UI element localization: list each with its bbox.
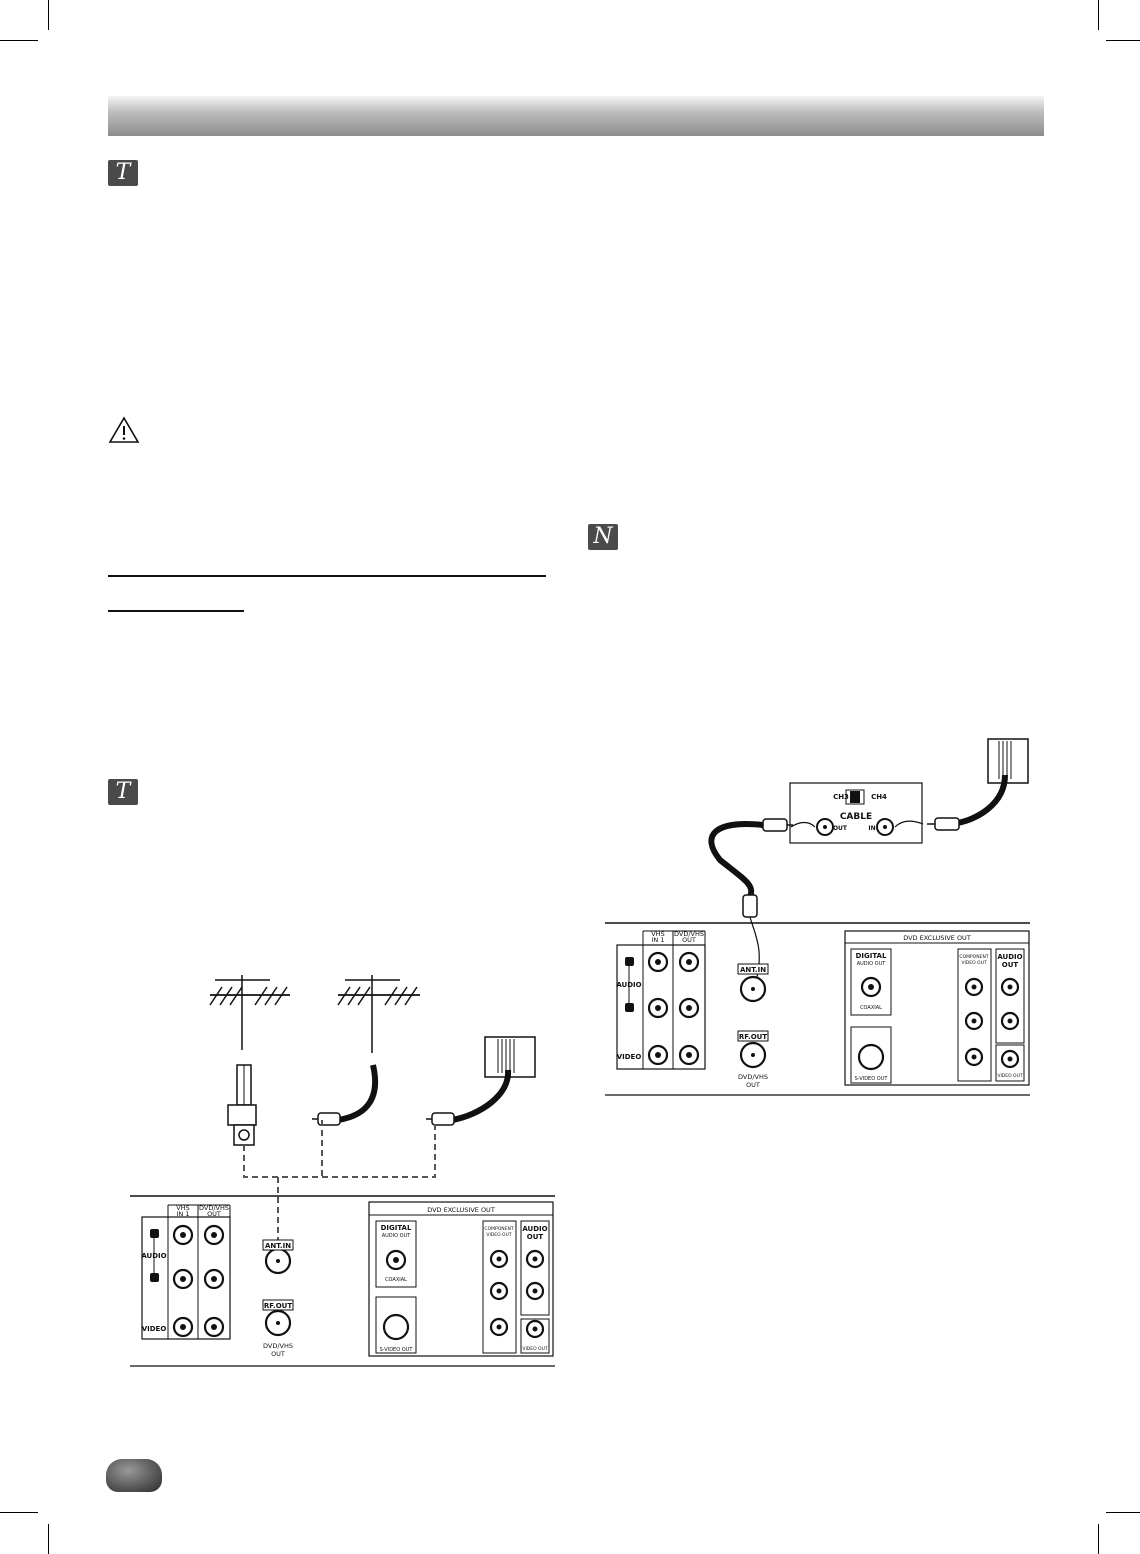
crop-mark: [48, 0, 49, 30]
svg-text:DVD EXCLUSIVE OUT: DVD EXCLUSIVE OUT: [903, 934, 971, 942]
svg-text:RF.OUT: RF.OUT: [738, 1033, 768, 1041]
note-icon: N: [588, 524, 618, 550]
svg-text:IN 1: IN 1: [651, 936, 665, 944]
svg-text:OUT: OUT: [746, 1081, 760, 1089]
label-cable: CABLE: [839, 812, 873, 822]
svg-text:COAXIAL: COAXIAL: [385, 1277, 407, 1283]
crop-mark: [48, 1524, 49, 1554]
svg-text:VIDEO: VIDEO: [616, 1053, 642, 1061]
svg-text:AUDIO OUT: AUDIO OUT: [856, 961, 886, 967]
svg-text:DVD/VHS: DVD/VHS: [738, 1073, 768, 1081]
svg-text:IN: IN: [868, 825, 876, 832]
label-dvd-exclusive-out: DVD EXCLUSIVE OUT: [427, 1206, 495, 1214]
svg-text:AUDIO: AUDIO: [997, 953, 1023, 961]
svg-text:S-VIDEO OUT: S-VIDEO OUT: [379, 1347, 413, 1353]
svg-text:OUT: OUT: [832, 825, 848, 832]
caution-icon: [108, 416, 140, 444]
svg-text:AUDIO: AUDIO: [522, 1225, 548, 1233]
crop-mark: [1106, 1512, 1140, 1513]
tip-icon: T: [108, 779, 138, 805]
svg-text:OUT: OUT: [526, 1233, 544, 1241]
uhf-antenna-icon: [338, 975, 420, 1053]
crop-mark: [0, 1512, 38, 1513]
svg-text:ANT.IN: ANT.IN: [739, 966, 767, 974]
page-number-tab: [106, 1459, 162, 1492]
vhf-antenna-icon: [210, 975, 290, 1050]
label-ch4: CH4: [871, 793, 887, 801]
label-ch3: CH3: [833, 793, 849, 801]
svg-text:VIDEO OUT: VIDEO OUT: [961, 961, 987, 966]
coax-plug-icon: [763, 819, 793, 831]
svg-text:COMPONENT: COMPONENT: [484, 1227, 514, 1232]
svg-text:DVD/VHS: DVD/VHS: [674, 930, 704, 938]
label-dvdvhs-out: DVD/VHS: [199, 1204, 229, 1212]
wall-outlet-icon: [988, 739, 1028, 783]
label-rf-out: RF.OUT: [263, 1302, 293, 1310]
svg-text:VIDEO OUT: VIDEO OUT: [997, 1074, 1023, 1079]
label-ant-in: ANT.IN: [264, 1242, 292, 1250]
crop-mark: [1098, 0, 1099, 30]
svg-text:IN 1: IN 1: [176, 1210, 190, 1218]
svg-text:OUT: OUT: [271, 1350, 285, 1358]
svg-text:AUDIO OUT: AUDIO OUT: [381, 1233, 411, 1239]
svg-text:OUT: OUT: [1001, 961, 1019, 969]
section-header-bar: [108, 96, 1044, 136]
crop-mark: [1098, 1524, 1099, 1554]
coax-plug-icon: [743, 895, 757, 917]
svg-text:VIDEO OUT: VIDEO OUT: [522, 1347, 548, 1352]
svg-text:COMPONENT: COMPONENT: [959, 955, 989, 960]
coax-plug-icon: [927, 818, 959, 830]
svg-text:DIGITAL: DIGITAL: [380, 1224, 412, 1232]
svg-text:DVD/VHS: DVD/VHS: [263, 1342, 293, 1350]
antenna-connection-diagram: [130, 965, 560, 1370]
crop-mark: [0, 40, 38, 41]
cable-box-connection-diagram: [605, 735, 1035, 1100]
section-rule-short: [108, 610, 244, 612]
svg-text:VHS: VHS: [651, 930, 665, 938]
svg-text:DIGITAL: DIGITAL: [855, 952, 887, 960]
label-video: VIDEO: [141, 1325, 167, 1333]
coax-plug-icon: [312, 1113, 340, 1125]
tip-icon: T: [108, 160, 138, 186]
coax-plug-icon: [426, 1113, 454, 1125]
svg-text:VIDEO OUT: VIDEO OUT: [486, 1233, 512, 1238]
twin-lead-adapter-icon: [228, 1065, 256, 1145]
svg-text:OUT: OUT: [682, 936, 696, 944]
label-audio: AUDIO: [141, 1252, 167, 1260]
svg-text:OUT: OUT: [207, 1210, 221, 1218]
svg-text:COAXIAL: COAXIAL: [860, 1005, 882, 1011]
section-rule: [108, 575, 546, 577]
label-vhs-in: VHS: [176, 1204, 190, 1212]
svg-text:S-VIDEO OUT: S-VIDEO OUT: [854, 1076, 888, 1082]
svg-text:AUDIO: AUDIO: [616, 981, 642, 989]
crop-mark: [1106, 40, 1140, 41]
